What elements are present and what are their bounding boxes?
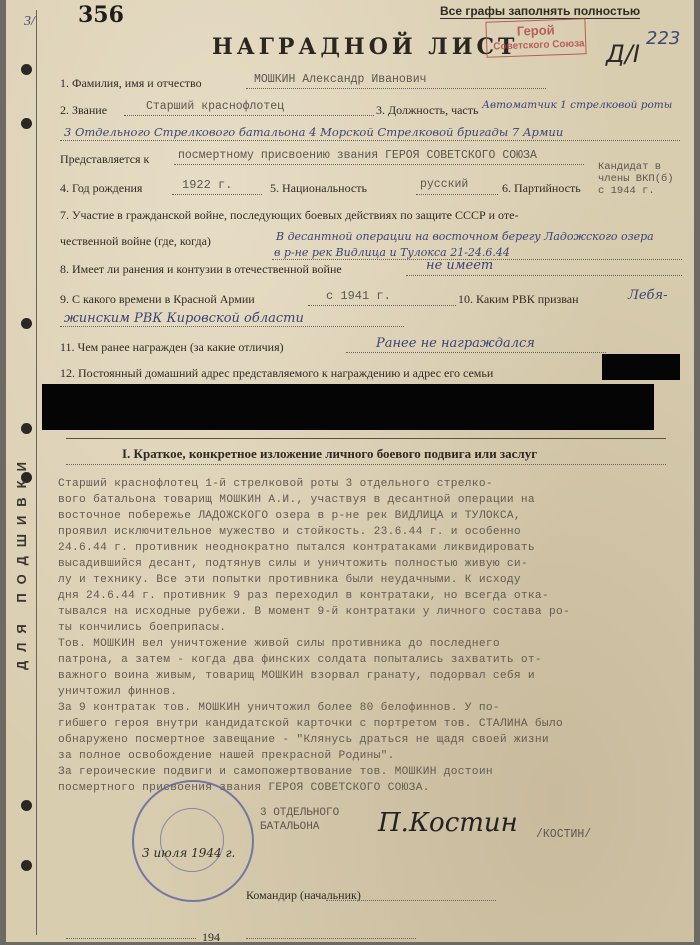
archive-number: 223 — [646, 28, 681, 49]
margin-line — [36, 10, 37, 935]
hero-stamp — [485, 18, 586, 57]
field-10-value: Лебя- — [628, 288, 668, 303]
field-7-value: В десантной операции на восточном берегу Ладожского озера — [276, 230, 654, 243]
top-note: Все графы заполнять полностью — [440, 4, 641, 18]
field-4-label: 4. Год рождения — [60, 181, 143, 195]
field-10-label: 10. Каким РВК призван — [458, 292, 579, 306]
narrative-line: проявил исключительное мужество и стойкость. 23.6.44 г. и особенно — [58, 526, 521, 538]
field-4-value: 1922 г. — [182, 178, 233, 192]
binding-hole — [21, 118, 32, 129]
field-3-value-cont: 3 Отдельного Стрелкового батальона 4 Морской Стрелковой бригады 7 Армии — [64, 125, 564, 139]
document-number: 356 — [78, 2, 124, 28]
presented-label: Представляется к — [60, 152, 150, 166]
presented-value: посмертному присвоению звания ГЕРОЯ СОВЕТСКОГО СОЮЗА — [178, 149, 537, 162]
narrative-line: лу и технику. Все эти попытки противника были неудачными. К исходу — [58, 574, 521, 586]
narrative-line: Тов. МОШКИН вел уничтожение живой силы противника до последнего — [58, 638, 500, 650]
commander-label: Командир (начальник) — [246, 888, 361, 902]
field-7-label-cont: чественной войне (где, когда) — [60, 234, 211, 248]
margin-mark: 3/ — [24, 14, 35, 29]
narrative-line: за полное освобождение нашей прекрасной Родины". — [58, 750, 395, 762]
party-note: Кандидат в члены ВКП(б) с 1944 г. — [598, 161, 674, 197]
field-7-value-cont: в р-не рек Видлица и Тулокса 21-24.6.44 — [274, 246, 510, 259]
field-11-value: Ранее не награждался — [376, 336, 535, 351]
narrative-line: тывался на исходные рубежи. В момент 9-й контратаки у личного состава ро- — [58, 606, 570, 618]
presented-line — [174, 164, 584, 165]
date-line — [246, 938, 416, 939]
year-prefix: 194 — [202, 930, 220, 944]
field-12-label: 12. Постоянный домашний адрес представляемого к награждению и адрес его семьи — [60, 366, 494, 380]
field-1-label: 1. Фамилия, имя и отчество — [60, 76, 202, 90]
field-3-value: Автоматчик 1 стрелковой роты — [482, 99, 673, 111]
field-1-value: МОШКИН Александр Иванович — [254, 73, 427, 86]
binding-hole — [21, 860, 32, 871]
narrative-line: важного воина живым, товарищ МОШКИН взорвал гранату, подорвал себя и — [58, 670, 535, 682]
section-rule — [66, 464, 666, 465]
handwritten-mark: Д/I — [606, 40, 640, 68]
binding-hole — [21, 318, 32, 329]
round-seal-inner — [160, 808, 224, 872]
narrative-line: За 9 контратак тов. МОШКИН уничтожил более 80 белофиннов. У по- — [58, 702, 500, 714]
narrative-line: ты кончились боеприпасы. — [58, 622, 227, 634]
unit-stamp-text: 3 ОТДЕЛЬНОГО БАТАЛЬОНА — [260, 807, 340, 833]
narrative-line: высадившийся десант, подтянув силы и уничтожить полностью живую си- — [58, 558, 528, 570]
field-2-label: 2. Звание — [60, 103, 108, 117]
field-8-value: не имеет — [426, 258, 494, 273]
round-seal — [132, 780, 254, 902]
award-sheet-page — [6, 0, 694, 942]
date-line — [66, 938, 196, 939]
narrative-line: За героические подвиги и самопожертвование тов. МОШКИН достоин — [58, 766, 493, 778]
field-8-label: 8. Имеет ли ранения и контузии в отечественной войне — [60, 262, 342, 276]
narrative-line: обнаружено посмертное завещание - "Клянусь драться не щадя своей жизни — [58, 734, 549, 746]
field-2-line — [124, 115, 374, 116]
signing-date: 3 июля 1944 г. — [142, 846, 236, 860]
field-11-line — [346, 352, 606, 353]
binding-hole — [21, 64, 32, 75]
field-9-line — [308, 305, 456, 306]
field-4-line — [172, 194, 262, 195]
field-6-label: 6. Партийность — [502, 181, 581, 195]
narrative-line: патрона, а затем - когда два финских солдата попытались захватить от- — [58, 654, 542, 666]
narrative-line: уничтожил финнов. — [58, 686, 178, 698]
field-5-line — [416, 194, 498, 195]
commander-line — [326, 900, 496, 901]
field-5-label: 5. Национальность — [270, 181, 367, 195]
field-8-line — [406, 275, 682, 276]
field-1-line — [246, 88, 546, 89]
commander-signature: П.Костин — [378, 808, 518, 838]
field-10-line — [60, 326, 404, 327]
field-9-value: с 1941 г. — [326, 289, 391, 303]
section-title: I. Краткое, конкретное изложение личного боевого подвига или заслуг — [122, 446, 538, 461]
signer-name: /КОСТИН/ — [536, 828, 592, 841]
hero-stamp-line2: Советского Союза — [493, 38, 585, 53]
field-2-value: Старший краснофлотец — [146, 100, 285, 113]
field-11-label: 11. Чем ранее награжден (за какие отличия) — [60, 340, 284, 354]
redaction-bar — [42, 384, 654, 430]
field-5-value: русский — [420, 178, 469, 191]
narrative-line: Старший краснофлотец 1-й стрелковой роты 3 отдельного стрелко- — [58, 478, 493, 490]
hero-stamp-line1: Герой — [516, 22, 555, 39]
field-9-label: 9. С какого времени в Красной Армии — [60, 292, 255, 306]
field-3-label: 3. Должность, часть — [376, 103, 479, 117]
field-7-label: 7. Участие в гражданской войне, последующих боевых действиях по защите СССР и оте- — [60, 208, 519, 222]
field-10-value-cont: жинским РВК Кировской области — [64, 311, 304, 326]
narrative-line: вого батальона товарищ МОШКИН А.И., участвуя в десантной операции на — [58, 494, 535, 506]
narrative-line: дня 24.6.44 г. противник 9 раз переходил в контратаки, но всегда отка- — [58, 590, 549, 602]
narrative-line: посмертного присвоения звания ГЕРОЯ СОВЕТСКОГО СОЮЗА. — [58, 782, 430, 794]
narrative-block — [58, 478, 678, 798]
field-3-line — [60, 140, 680, 141]
page-title: НАГРАДНОЙ ЛИСТ — [212, 34, 519, 60]
section-rule — [66, 438, 666, 439]
redaction-bar — [602, 354, 680, 380]
narrative-line: гибшего героя внутри кандидатской карточки с портретом тов. СТАЛИНА было — [58, 718, 563, 730]
binding-hole — [21, 800, 32, 811]
narrative-line: восточное побережье ЛАДОЖСКОГО озера в р-не рек ВИДЛИЦА и ТУЛОКСА, — [58, 510, 521, 522]
narrative-line: 24.6.44 г. противник неоднократно пытался контратаками ликвидировать — [58, 542, 535, 554]
sidebar-label: ДЛЯ ПОДШИВКИ — [14, 453, 29, 670]
